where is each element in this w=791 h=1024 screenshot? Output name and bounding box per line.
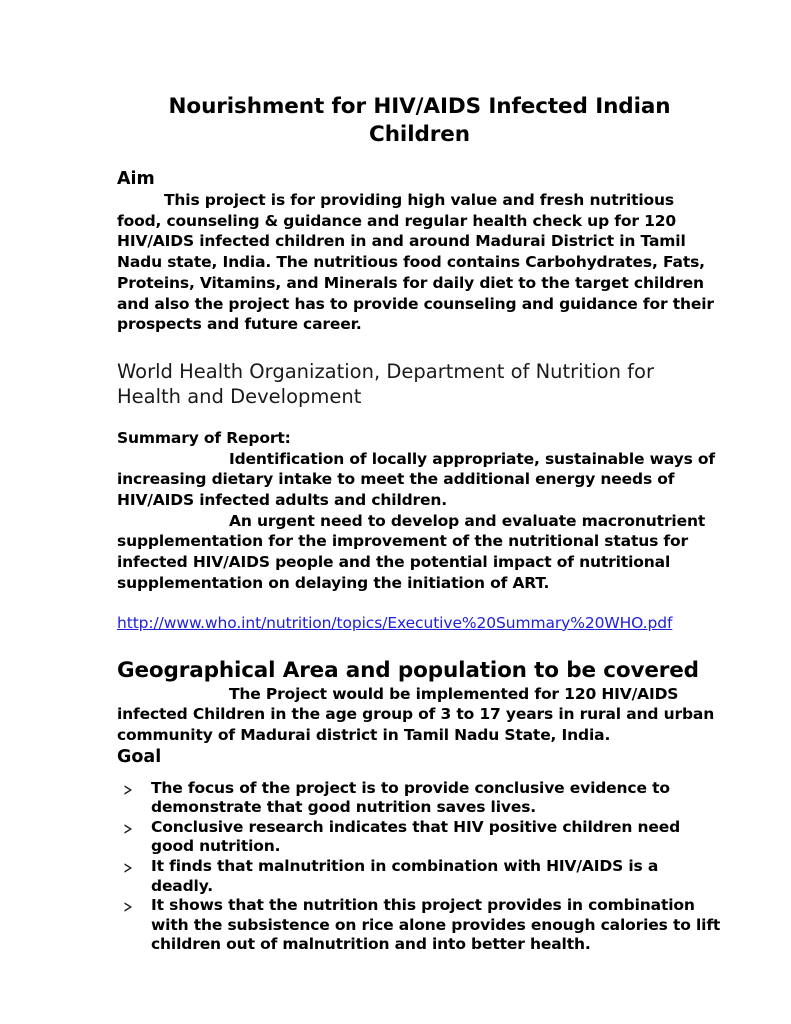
section-heading-aim: Aim — [117, 169, 155, 189]
reference-link-line — [117, 613, 722, 633]
goal-item-text: It shows that the nutrition this project provides in combination with the subsistence on rice alone provides enough calories to lift children out of malnutrition and into better health. — [151, 896, 721, 954]
spacer — [117, 335, 722, 359]
document-content — [117, 93, 722, 955]
aim-paragraph: This project is for providing high value and fresh nutritious food, counseling & guidance and regular health check up for 120 HIV/AIDS infected children in and around Madurai District in Tamil Nadu state, India. The nutritious food contains Carbohydrates, Fats, Proteins, Vitamins, and Minerals for daily diet to the target children and also the project has to provide counseling and guidance for their prospects and future career. — [117, 191, 714, 334]
list-item — [122, 857, 721, 896]
arrow-bullet-icon — [122, 896, 140, 916]
arrow-bullet-icon — [122, 857, 140, 877]
goal-bullet-list — [117, 779, 722, 955]
list-item — [122, 818, 721, 857]
arrow-bullet-icon — [122, 818, 140, 838]
list-item — [122, 896, 721, 955]
goal-item-text: It finds that malnutrition in combination with HIV/AIDS is a deadly. — [151, 857, 659, 895]
summary-paragraph-2: An urgent need to develop and evaluate macronutrient supplementation for the improvement of the nutritional status for infected HIV/AIDS people and the potential impact of nutritional supplementation on delaying the initiation of ART. — [117, 511, 706, 592]
summary-paragraph-1: Identification of locally appropriate, sustainable ways of increasing dietary intake to meet the additional energy needs of HIV/AIDS infected adults and children. — [117, 449, 716, 510]
goal-item-text: Conclusive research indicates that HIV positive children need good nutrition. — [151, 817, 681, 856]
page-title: Nourishment for HIV/AIDS Infected Indian Children — [168, 94, 671, 147]
goal-item-text: The focus of the project is to provide conclusive evidence to demonstrate that good nutrition saves lives. — [151, 778, 670, 817]
spacer — [117, 768, 722, 779]
spacer — [117, 409, 722, 428]
who-report-link[interactable]: http://www.who.int/nutrition/topics/Executive%20Summary%20WHO.pdf — [117, 613, 673, 632]
arrow-bullet-icon — [122, 779, 140, 799]
list-item — [122, 779, 721, 818]
section-heading-goal: Goal — [117, 746, 162, 767]
section-heading-summary: Summary of Report: — [117, 428, 291, 447]
geography-paragraph: The Project would be implemented for 120 HIV/AIDS infected Children in the age group of 3 to 17 years in rural and urban community of Madurai district in Tamil Nadu State, India. — [117, 684, 715, 744]
section-heading-geography: Geographical Area and population to be covered — [117, 657, 699, 683]
spacer — [117, 633, 722, 657]
spacer — [117, 594, 722, 613]
section-heading-organization: World Health Organization, Department of Nutrition for Health and Development — [117, 359, 654, 408]
